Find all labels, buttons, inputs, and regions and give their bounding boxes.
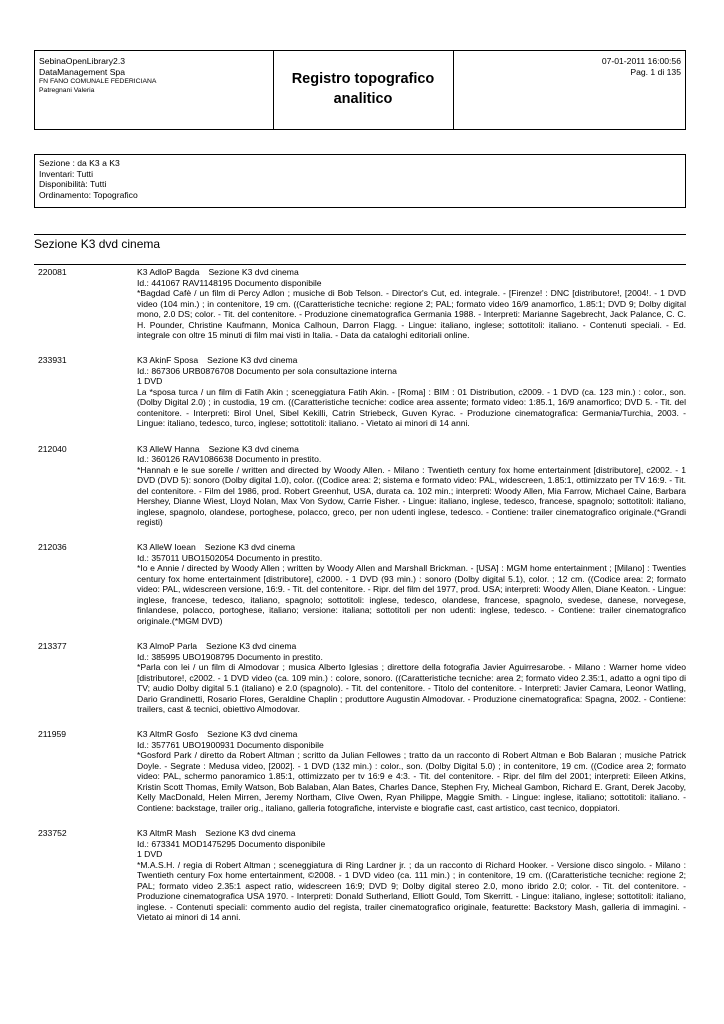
- shelf-location: K3 AltmR Mash: [137, 828, 197, 839]
- record-id-line: Id.: 673341 MOD1475295 Documento disponibile: [137, 838, 326, 849]
- record-entry: [34, 828, 686, 923]
- header-divider-right: [453, 51, 454, 129]
- inventory-number: 233752: [38, 828, 67, 839]
- library-name: FN FANO COMUNALE FEDERICIANA: [39, 78, 157, 85]
- record-id-line: Id.: 867306 URB0876708 Documento per sola consultazione interna: [137, 365, 397, 376]
- filter-ordinamento: Ordinamento: Topografico: [39, 189, 138, 200]
- record-entry: [34, 542, 686, 626]
- record-section: Sezione K3 dvd cinema: [208, 443, 299, 454]
- shelf-location: K3 AkinF Sposa: [137, 355, 199, 366]
- record-description: *Parla con lei / un film di Almodovar ; musica Alberto Iglesias ; direttore della fotografia Javier Aguirresarobe. - Milano : Warner home video [distributore!, c2002. - 1 DVD video (ca. 109 min.) : colore, sonoro. ((Caratteristiche tecniche: area 2; formato video 2.35:1, adatto a ogni tipo di TV; audio Dolby digital 5.1 (italiano) e 2.0 (spagnolo). - Tit. del contenitore. - Titolo del contenitore. - Interpreti: Javier Camara, Leonor Watling, Dario Grandinetti, Rosario Flores, Geraldine Chaplin ; produttore Augustin Almodovar. - Produzione cinematografica: Spagna, 2002. - Contiene: trailers, cast & tecnici, obiettivo Almodovar.: [137, 662, 686, 715]
- inventory-number: 211959: [38, 729, 67, 740]
- record-entry: [34, 355, 686, 429]
- report-header: [34, 50, 686, 130]
- record-description: *M.A.S.H. / regia di Robert Altman ; sceneggiatura di Ring Lardner jr. ; da un racconto di Richard Hooker. - Versione disco singolo. - Milano : Twentieth century Fox home entertainment, ©2008. - 1 DVD video (ca. 111 min.) ; in contenitore, 19 cm. ((Caratteristiche tecniche: regione 2; PAL; formato video 2.35:1 aspect ratio, widescreen 16:9; DVD 9; Dolby digital stereo 2.0, mono ibrido 2.0; color. - Tit. del contenitore. - Produzione cinematografica USA 1970. - Interpreti: Donald Sutherland, Elliott Gould, Tom Skerritt. - Lingue: italiano, inglese; sottotitoli: italiano, inglese. - Contenuti speciali: commento audio del regista, trailer cinematografico originale, featurette: Backstory Mash, galleria di immagini. - Vietato ai minori di 14 anni.: [137, 859, 686, 923]
- section-rule-bottom: [34, 264, 686, 265]
- record-id-line: Id.: 357011 UBO1502054 Documento in prestito.: [137, 552, 323, 563]
- shelf-location: K3 AlleW Hanna: [137, 443, 200, 454]
- record-section: Sezione K3 dvd cinema: [205, 828, 296, 839]
- record-body: [137, 828, 686, 923]
- report-title: Registro topografico analitico: [291, 71, 435, 107]
- record-id-line: Id.: 357761 UBO1900931 Documento disponibile: [137, 739, 324, 750]
- record-quantity: 1 DVD: [137, 376, 163, 387]
- records-list: [34, 267, 686, 938]
- record-body: [137, 542, 686, 626]
- print-datetime: 07-01-2011 16:00:56: [601, 56, 681, 66]
- record-body: [137, 444, 686, 528]
- user-name: Patregnani Valeria: [39, 86, 95, 94]
- record-location-line: [137, 267, 686, 278]
- record-id-line: Id.: 360126 RAV1086638 Documento in prestito.: [137, 454, 322, 465]
- app-name: SebinaOpenLibrary2.3: [39, 56, 125, 66]
- record-section: Sezione K3 dvd cinema: [207, 355, 298, 366]
- record-body: [137, 729, 686, 813]
- record-description: *Bagdad Cafè / un film di Percy Adlon ; musiche di Bob Telson. - Director's Cut, ed. integrale. - [Firenze! : DNC [distributore!, [2004!. - 1 DVD video (104 min.) ; in contenitore, 19 cm. ((Caratteristiche tecniche: regione 2; PAL; formato video 16/9 anamorfico, 1.85:1; DVD 9; Dolby digital mono, 2.0 DS; color. - Tit. del contenitore. - Produzione cinematografica Germania 1988. - Interpreti: Marianne Sagebrecht, Jack Palance, C. C. H. Pounder, Christine Kaufmann, Monica Calhoun, Darron Flagg. - Lingue: italiano, inglese; sottotitoli: italiano. - Contenuti speciali. - Ed. integrale con oltre 15 minuti di film mai visti in Italia. - Data da cataloghi editoriali online.: [137, 288, 686, 340]
- record-quantity: 1 DVD: [137, 849, 163, 860]
- header-org-info: [39, 56, 156, 95]
- record-section: Sezione K3 dvd cinema: [207, 729, 298, 740]
- filter-sezione: Sezione : da K3 a K3: [39, 158, 120, 168]
- filter-criteria: [34, 154, 686, 208]
- record-description: *Hannah e le sue sorelle / written and directed by Woody Allen. - Milano : Twentieth century fox home entertainment [distributore], c2002. - 1 DVD (DVD 5): sonoro (Dolby digital 1.0), color. ((Codice area: 2; sistema e formato video: PAL, widescreen, 1.85:1, ottimizzato per TV 16:9. - Tit. del contenitore. - Film del 1986, prod. Robert Greenhut, USA, durata ca. 102 min.; interpreti: Woody Allen, Mia Farrow, Michael Caine, Barbara Hershey, Dianne Wiest, Lloyd Nolan, Max Von Sydow, Carrie Fisher. - Lingue: italiano, inglese, tedesco, francese, spagnolo; sottotitoli: italiano, inglese, spagnolo, olandese, portoghese, polacco, greco, per non udenti inglese, tedesco. - Contiene: trailer cinematografico originale.(*Grandi registi): [137, 464, 686, 528]
- section-rule-top: [34, 234, 686, 235]
- record-id-line: Id.: 385995 UBO1908795 Documento in prestito.: [137, 651, 323, 662]
- record-location-line: [137, 828, 686, 839]
- record-entry: [34, 267, 686, 341]
- record-description: La *sposa turca / un film di Fatih Akin ; sceneggiatura Fatih Akin. - [Roma] : BIM : 01 Distribution, c2009. - 1 DVD (ca. 123 min.) : color., son. (Dolby Digital 2.0) ; in custodia, 19 cm. ((Caratteristiche tecniche: codice area assente; formato video: 1:85.1, 16/9 anamorfico; DVD 5. - Tit. del contenitore. - Interpreti: Birol Unel, Sibel Kekilli, Catrin Striebeck, Guven Kyrac. - Produzione cinematografica: Germania/Turchia, 2003. - Lingue: italiano, tedesco, turco, inglese; sottotitoli: italiano. - Vietato ai minori di 14 anni.: [137, 386, 686, 429]
- record-location-line: [137, 729, 686, 740]
- record-section: Sezione K3 dvd cinema: [204, 542, 296, 553]
- inventory-number: 220081: [38, 267, 67, 277]
- shelf-location: K3 AltmR Gosfo: [137, 729, 199, 740]
- record-location-line: [137, 641, 686, 652]
- filter-disponibilita: Disponibilità: Tutti: [39, 179, 107, 189]
- shelf-location: K3 AlleW Ioean: [137, 542, 196, 553]
- record-body: [137, 641, 686, 715]
- record-location-line: [137, 355, 686, 366]
- header-divider-left: [273, 51, 274, 129]
- record-description: *Gosford Park / diretto da Robert Altman ; scritto da Julian Fellowes ; tratto da un racconto di Robert Altman e Bob Balaran ; musiche Patrick Doyle. - Segrate : Medusa video, [2002]. - 1 DVD (132 min.) : color., son. (Dolby Digital 5.0) ; in contenitore, 19 cm. ((Codice area 2; formato video: PAL, schermo panoramico 1.85:1, ottimizzato per tv 16:9 e 4:3. - Tit. del contenitore. - Ripr. del film del 2001; interpreti: Eileen Atkins, Kristin Scott Thomas, Emily Watson, Bob Balaban, Alan Bates, Charles Dance, Stephen Fry, Micheal Gambon, Richard E. Grant, Derek Jacoby, Kelly MacDonald, Helen Mirren, Jeremy Northam, Clive Owen, Ryan Philippe, Maggie Smith. - Lingue: inglese, italiano; sottotitoli: italiano. - Contiene: backstage, trailer orig., italiano, galleria fotografiche, interviste e biografie cast, cast artistico, cast tecnico, doppiatori.: [137, 750, 686, 813]
- record-body: [137, 267, 686, 341]
- inventory-number: 212036: [38, 542, 67, 553]
- record-description: *Io e Annie / directed by Woody Allen ; written by Woody Allen and Marshall Brickman. - [USA] : MGM home entertainment ; [Milano] : Twenties century fox home entertainment [distributore], c2000. - 1 DVD (93 min.) : sonoro (Dolby digital 5.1), color. ; 12 cm. ((Codice area: 2; formato video: PAL, widescreen versione, 16:9. - Tit. del contenitore. - Ripr. del film del 1977, prod. USA; interpreti: Woody Allen, Diane Keaton. - Lingue: inglese, francese, tedesco, italiano, spagnolo; sottotitoli: inglese, tedesco, olandese, francese, spagnolo, svedese, danese, norvegese, finlandese, polacco, portoghese, italiano; versione: italiana; sottotitoli per non udenti: inglese, tedesco. - Contiene: trailer cinematografico originale.(*MGM DVD): [137, 563, 686, 626]
- record-section: Sezione K3 dvd cinema: [206, 641, 297, 652]
- record-section: Sezione K3 dvd cinema: [208, 267, 299, 277]
- shelf-location: K3 AlmoP Parla: [137, 641, 198, 652]
- record-entry: [34, 729, 686, 813]
- record-id-line: Id.: 441067 RAV1148195 Documento disponibile: [137, 277, 322, 288]
- inventory-number: 213377: [38, 641, 67, 652]
- inventory-number: 212040: [38, 443, 67, 454]
- header-print-info: [602, 56, 681, 78]
- company-name: DataManagement Spa: [39, 67, 125, 77]
- record-body: [137, 355, 686, 429]
- filter-inventari: Inventari: Tutti: [39, 168, 93, 179]
- record-entry: [34, 444, 686, 528]
- page-number: Pag. 1 di 135: [630, 67, 681, 77]
- shelf-location: K3 AdloP Bagda: [137, 267, 200, 277]
- record-location-line: [137, 444, 686, 455]
- record-entry: [34, 641, 686, 715]
- inventory-number: 233931: [38, 355, 67, 366]
- record-location-line: [137, 542, 686, 553]
- section-title: Sezione K3 dvd cinema: [34, 237, 161, 251]
